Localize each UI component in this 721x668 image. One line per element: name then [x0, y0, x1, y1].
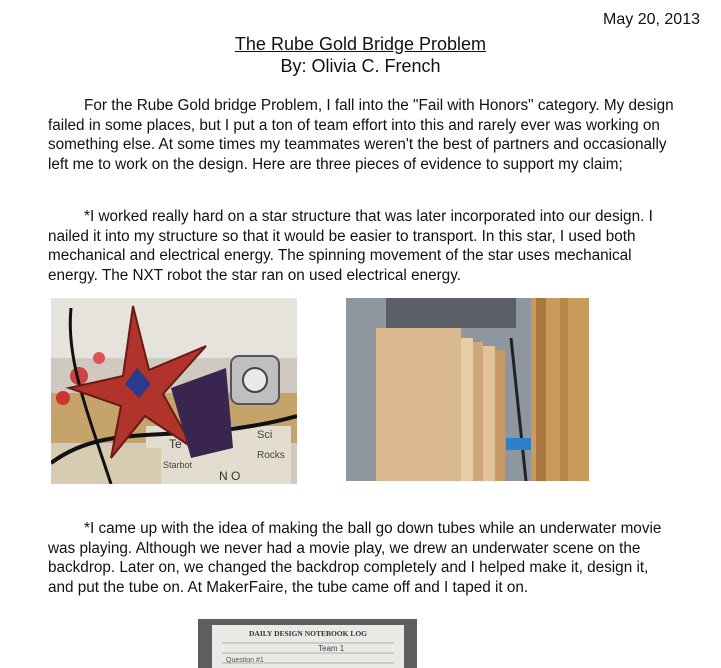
sign-text: Te	[169, 437, 182, 451]
sign-text: N O	[219, 469, 241, 483]
notebook-heading: DAILY DESIGN NOTEBOOK LOG	[248, 629, 368, 638]
sign-text: Sci	[257, 429, 273, 441]
notebook-line: Question #1	[226, 657, 264, 664]
notebook-field: Team 1	[318, 644, 345, 653]
document-byline: By: Olivia C. French	[280, 56, 441, 76]
paragraph-evidence-1	[48, 207, 678, 285]
document-date: May 20, 2013	[603, 11, 700, 28]
notebook-log-photo	[198, 619, 417, 668]
paragraph-text: *I worked really hard on a star structure that was later incorporated into our design. I nailed it into my structure so that it would be easier to transport. In this star, I used both mechanical and electrical energy. The spinning movement of the star uses mechanical energy. The NXT robot the star ran on used electrical energy.	[48, 208, 653, 284]
star-structure-photo	[51, 298, 297, 484]
document-title: The Rube Gold Bridge Problem	[234, 34, 487, 54]
sign-text: Rocks	[257, 450, 285, 461]
paragraph-evidence-2	[48, 519, 678, 597]
wood-blocks-photo	[346, 298, 589, 481]
paragraph-text: For the Rube Gold bridge Problem, I fall into the "Fail with Honors" category. My design failed in some places, but I put a ton of team effort into this and rarely ever was working on something else. At some times my teammates weren't the best of partners and occasionally left me to work on the design. Here are three pieces of evidence to support my claim;	[48, 97, 674, 173]
paragraph-text: *I came up with the idea of making the ball go down tubes while an underwater movie was playing. Although we never had a movie play, we drew an underwater scene on the backdrop. Later on, we changed the backdrop completely and I helped make it, design it, and put the tube on. At MakerFaire, the tube came off and I taped it on.	[48, 520, 662, 596]
paragraph-intro	[48, 96, 678, 174]
sign-text: Starbot	[163, 460, 193, 470]
